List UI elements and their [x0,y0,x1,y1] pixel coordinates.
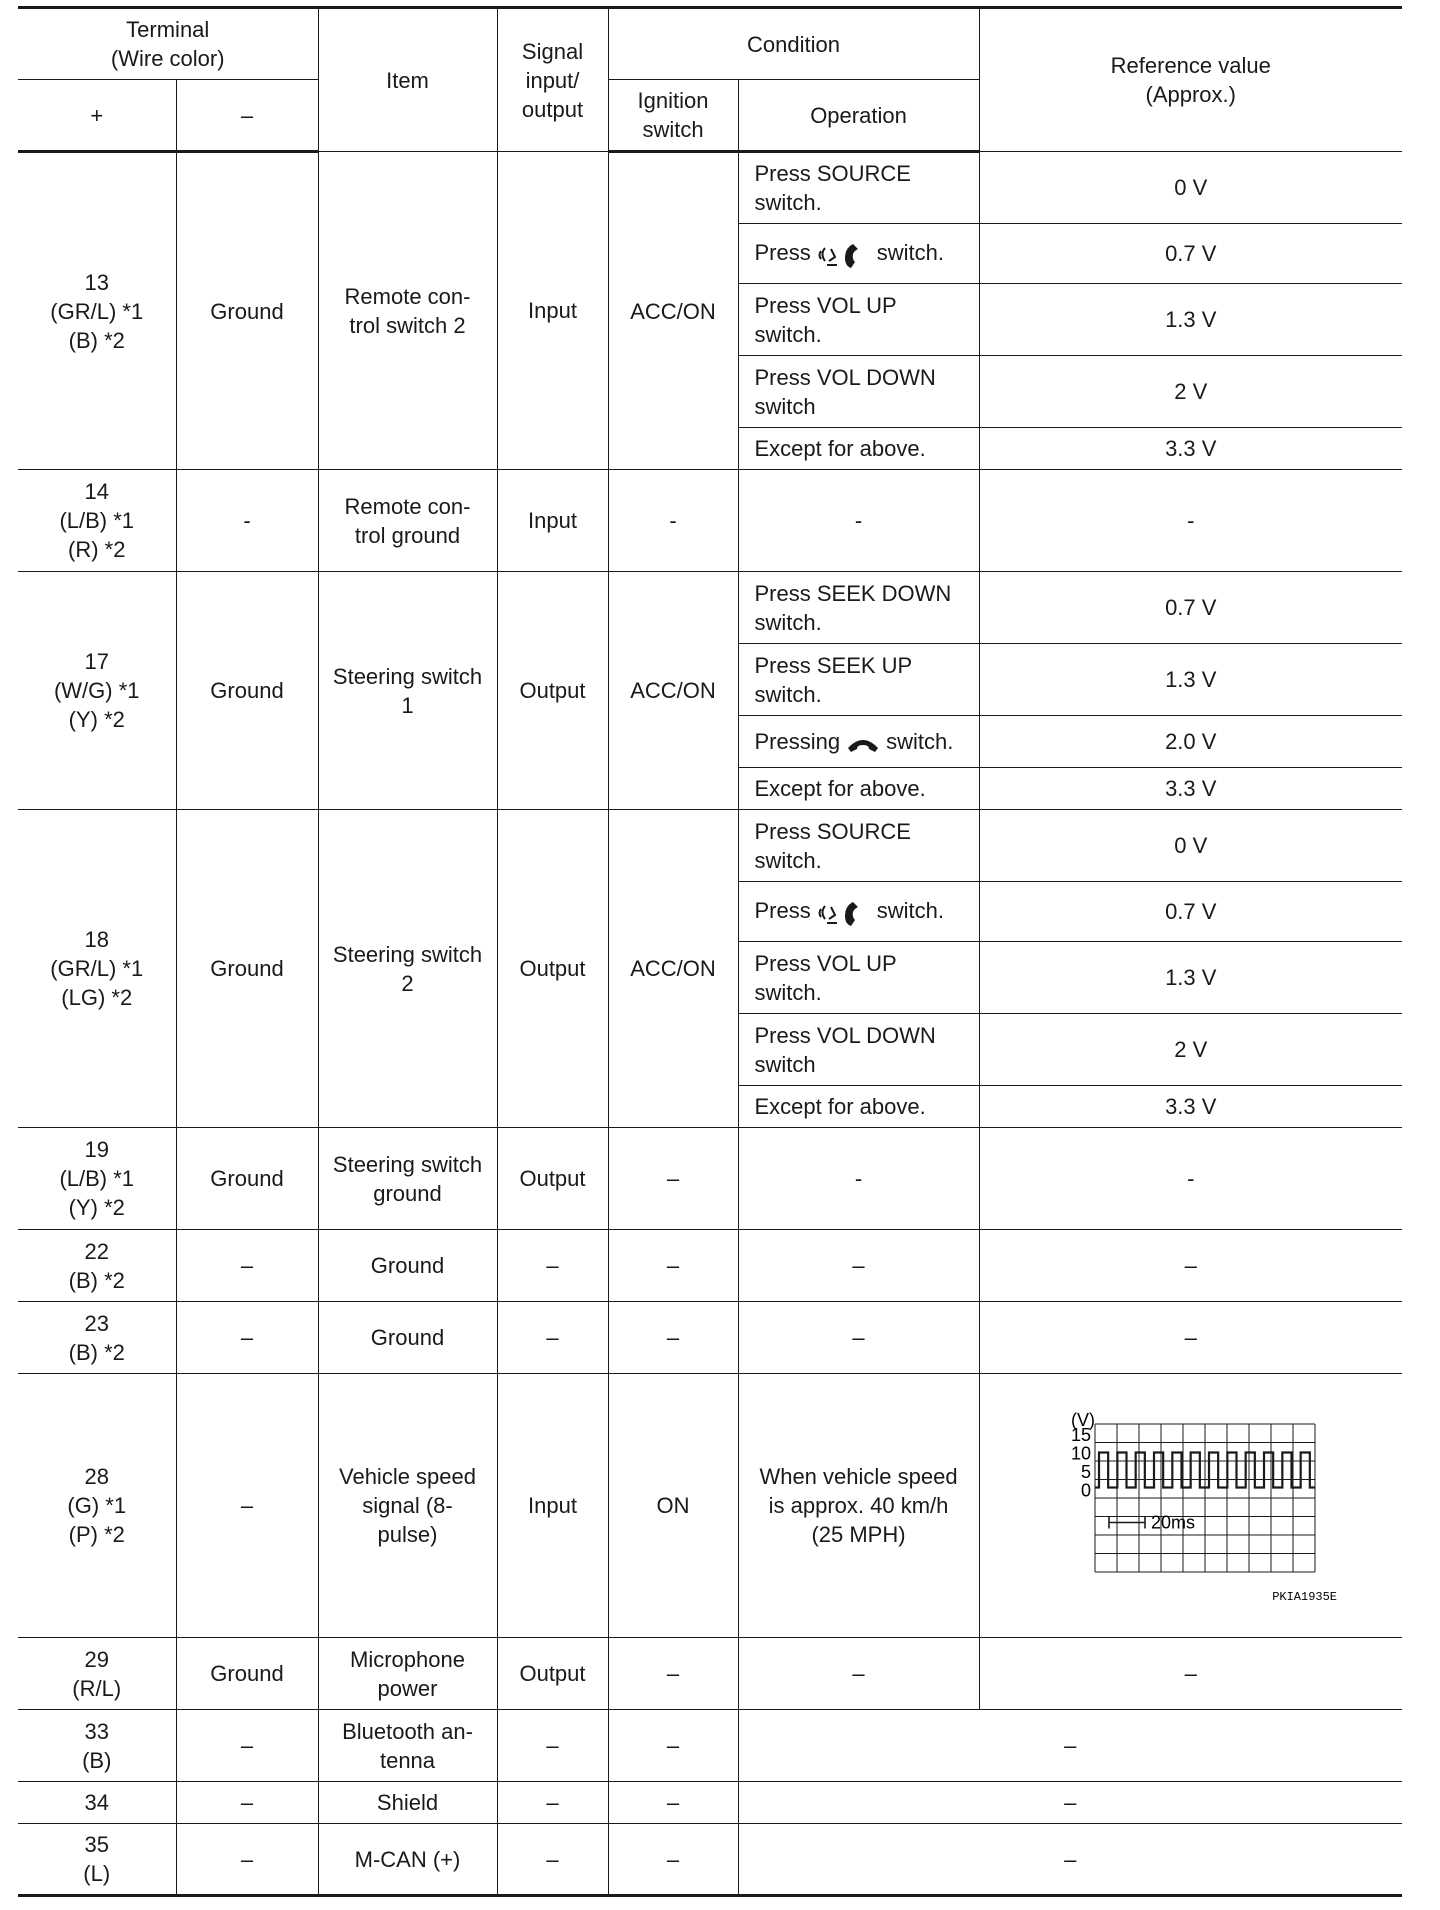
terminal-minus-cell: Ground [176,1638,318,1710]
condition-reference-cell: – [738,1710,1402,1782]
reference-value-cell: 0 V [979,810,1402,882]
table-row [18,1302,1402,1374]
reference-value-cell: 2 V [979,356,1402,428]
reference-value-cell: 2 V [979,1014,1402,1086]
reference-value-cell: - [979,470,1402,572]
plus-header: + [18,80,176,152]
table-row [18,810,1402,882]
waveform-unit: (V) [1070,1409,1095,1430]
item-cell: Steering switch ground [318,1128,497,1230]
terminal-minus-cell: – [176,1302,318,1374]
ignition-cell: ACC/ON [608,810,738,1128]
condition-header: Condition [608,8,979,80]
operation-text: switch. [876,898,944,924]
waveform-y-tick: 5 [1080,1461,1091,1482]
reference-value-cell: 0 V [979,152,1402,224]
condition-reference-cell: – [738,1824,1402,1896]
reference-value-cell: 0.7 V [979,572,1402,644]
table-row [18,152,1402,224]
operation-cell: Except for above. [738,428,979,470]
operation-cell: Press SOURCE switch. [738,152,979,224]
signal-cell: Input [497,152,608,470]
reference-value-cell: 0.7 V [979,882,1402,942]
signal-cell: – [497,1710,608,1782]
terminal-plus-cell: 35 (L) [18,1824,176,1896]
terminal-reference-table [18,6,1402,1897]
operation-text: Pressing [754,729,841,754]
operation-header: Operation [738,80,979,152]
reference-value-cell: – [979,1638,1402,1710]
operation-cell: Press SOURCE switch. [738,810,979,882]
waveform-y-tick: 10 [1070,1443,1091,1463]
terminal-minus-cell: – [176,1824,318,1896]
waveform-cell [979,1374,1402,1638]
terminal-plus-cell: 19 (L/B) *1 (Y) *2 [18,1128,176,1230]
table-body [18,152,1402,1896]
voice-phone-icon [811,240,877,265]
item-cell: Microphone power [318,1638,497,1710]
terminal-plus-cell: 33 (B) [18,1710,176,1782]
item-cell: M-CAN (+) [318,1824,497,1896]
item-cell: Ground [318,1302,497,1374]
ignition-cell: – [608,1128,738,1230]
item-cell: Remote con- trol switch 2 [318,152,497,470]
operation-text: Press [754,898,811,924]
reference-value-cell: 1.3 V [979,284,1402,356]
terminal-plus-cell: 23 (B) *2 [18,1302,176,1374]
operation-cell: - [738,1128,979,1230]
table-row [18,470,1402,572]
ignition-cell: – [608,1638,738,1710]
operation-cell: Press VOL DOWN switch [738,1014,979,1086]
signal-cell: – [497,1230,608,1302]
ignition-cell: ACC/ON [608,152,738,470]
waveform-grid [1095,1424,1315,1572]
waveform-y-tick: 0 [1080,1480,1091,1500]
operation-cell: Press VOL DOWN switch [738,356,979,428]
terminal-minus-cell: Ground [176,152,318,470]
reference-value-cell: 3.3 V [979,1086,1402,1128]
item-cell: Shield [318,1782,497,1824]
hang-up-phone-icon [840,729,886,754]
terminal-minus-cell: Ground [176,572,318,810]
operation-cell [738,882,979,942]
operation-cell: Except for above. [738,768,979,810]
reference-value-cell: 0.7 V [979,224,1402,284]
signal-cell: – [497,1302,608,1374]
operation-cell: – [738,1638,979,1710]
signal-cell: Output [497,572,608,810]
operation-cell [738,716,979,768]
item-cell: Vehicle speed signal (8- pulse) [318,1374,497,1638]
operation-cell: – [738,1302,979,1374]
ignition-cell: – [608,1302,738,1374]
terminal-plus-cell: 14 (L/B) *1 (R) *2 [18,470,176,572]
table-row [18,1128,1402,1230]
reference-value-cell: 1.3 V [979,942,1402,1014]
ignition-cell: - [608,470,738,572]
terminal-minus-cell: Ground [176,810,318,1128]
reference-value-cell: 1.3 V [979,644,1402,716]
ignition-header: Ignition switch [608,80,738,152]
waveform-y-tick: 15 [1070,1424,1091,1445]
item-cell: Remote con- trol ground [318,470,497,572]
minus-header: – [176,80,318,152]
terminal-header: Terminal (Wire color) [18,8,318,80]
ignition-cell: ON [608,1374,738,1638]
reference-value-cell: - [979,1128,1402,1230]
table-row [18,1782,1402,1824]
item-cell: Bluetooth an- tenna [318,1710,497,1782]
operation-cell: When vehicle speed is approx. 40 km/h (25 MPH) [738,1374,979,1638]
table-row [18,572,1402,644]
ignition-cell: – [608,1230,738,1302]
terminal-plus-cell: 29 (R/L) [18,1638,176,1710]
terminal-minus-cell: Ground [176,1128,318,1230]
signal-cell: Output [497,1638,608,1710]
table-row [18,1710,1402,1782]
item-cell: Steering switch 1 [318,572,497,810]
operation-cell: Press VOL UP switch. [738,942,979,1014]
terminal-plus-cell: 17 (W/G) *1 (Y) *2 [18,572,176,810]
signal-cell: Input [497,470,608,572]
reference-value-cell: 3.3 V [979,768,1402,810]
terminal-plus-cell: 18 (GR/L) *1 (LG) *2 [18,810,176,1128]
table-row [18,1230,1402,1302]
operation-cell: – [738,1230,979,1302]
ignition-cell: ACC/ON [608,572,738,810]
item-cell: Ground [318,1230,497,1302]
signal-header: Signal input/ output [497,8,608,152]
operation-cell: Press SEEK DOWN switch. [738,572,979,644]
operation-text: switch. [876,240,944,266]
signal-cell: Input [497,1374,608,1638]
table-row [18,1374,1402,1638]
terminal-plus-cell: 22 (B) *2 [18,1230,176,1302]
waveform-period-label: 20ms [1150,1512,1195,1532]
operation-cell: Press SEEK UP switch. [738,644,979,716]
item-header: Item [318,8,497,152]
terminal-minus-cell: – [176,1230,318,1302]
signal-cell: Output [497,1128,608,1230]
reference-value-cell: 2.0 V [979,716,1402,768]
terminal-minus-cell: – [176,1374,318,1638]
ignition-cell: – [608,1782,738,1824]
item-cell: Steering switch 2 [318,810,497,1128]
signal-cell: Output [497,810,608,1128]
operation-cell: Except for above. [738,1086,979,1128]
operation-cell: Press VOL UP switch. [738,284,979,356]
condition-reference-cell: – [738,1782,1402,1824]
operation-text: Press [754,240,811,266]
operation-text: switch. [886,729,954,754]
table-row [18,1638,1402,1710]
terminal-minus-cell: – [176,1782,318,1824]
reference-value-cell: – [979,1302,1402,1374]
terminal-minus-cell: – [176,1710,318,1782]
ignition-cell: – [608,1824,738,1896]
vehicle-speed-waveform [1041,1400,1341,1612]
voice-phone-icon [811,898,877,923]
reference-header: Reference value (Approx.) [979,8,1402,152]
terminal-minus-cell: - [176,470,318,572]
operation-cell: - [738,470,979,572]
reference-value-cell: – [979,1230,1402,1302]
figure-code: PKIA1935E [1271,1589,1337,1604]
terminal-plus-cell: 28 (G) *1 (P) *2 [18,1374,176,1638]
ignition-cell: – [608,1710,738,1782]
terminal-plus-cell: 34 [18,1782,176,1824]
reference-value-cell: 3.3 V [979,428,1402,470]
signal-cell: – [497,1782,608,1824]
table-row [18,1824,1402,1896]
operation-cell [738,224,979,284]
signal-cell: – [497,1824,608,1896]
terminal-plus-cell: 13 (GR/L) *1 (B) *2 [18,152,176,470]
